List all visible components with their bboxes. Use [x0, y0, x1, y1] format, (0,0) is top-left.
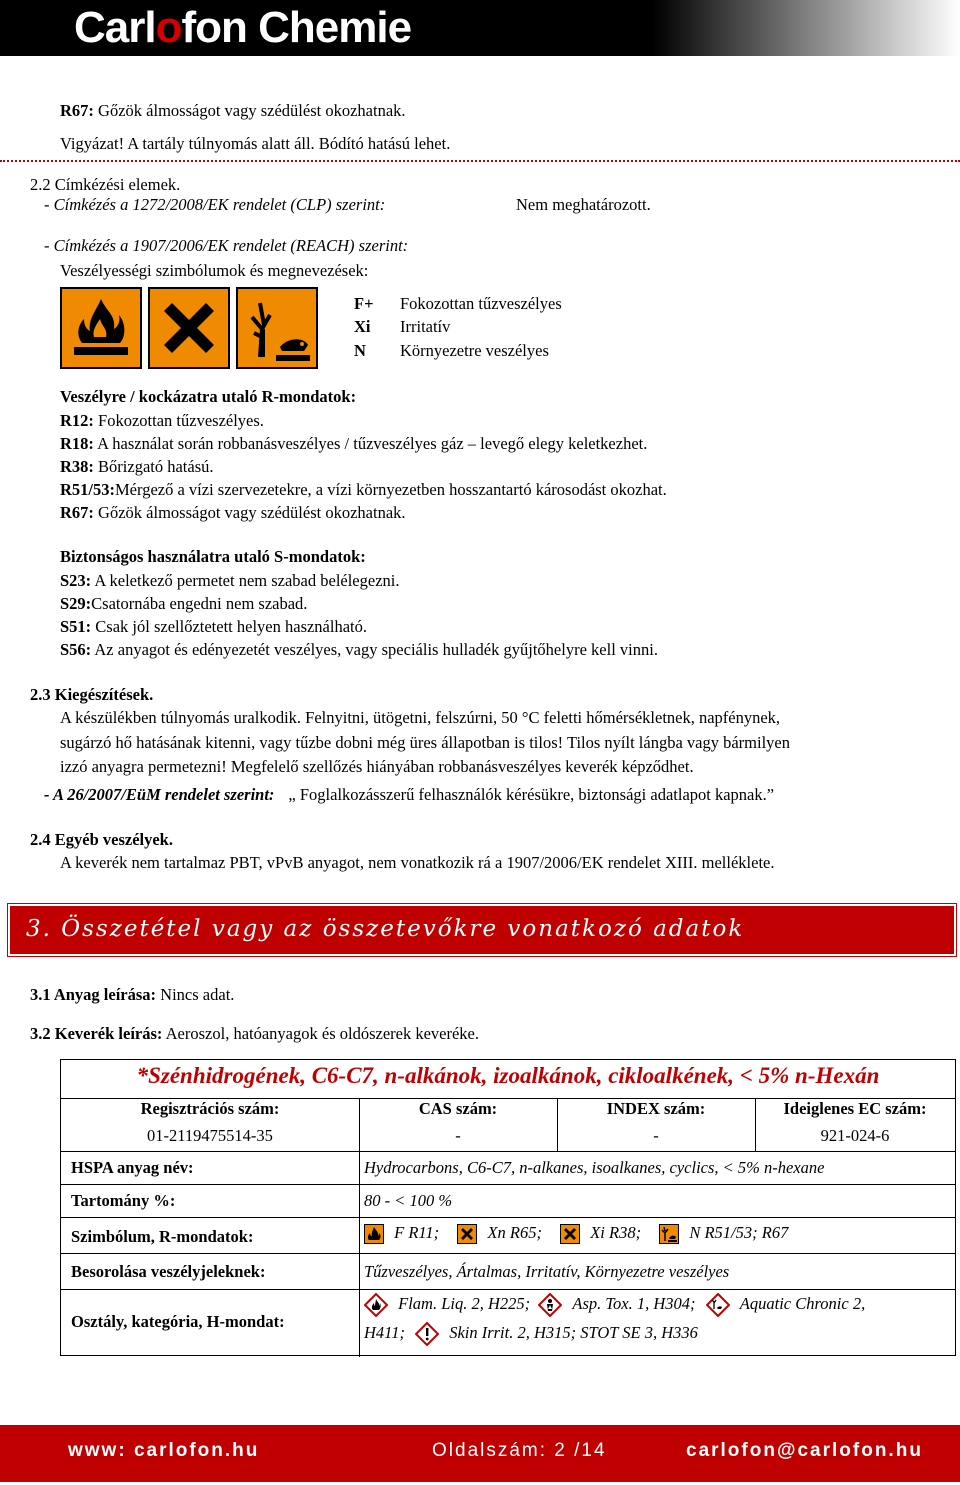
- r-phrase: R38: Bőrizgató hatású.: [60, 457, 214, 476]
- heading-2-3: 2.3 Kiegészítések.: [30, 685, 154, 704]
- flammable-mini-icon: [364, 1224, 384, 1244]
- range-value: 80 - < 100 %: [364, 1191, 453, 1210]
- section-3-bar: [8, 904, 956, 956]
- environment-mini-icon: [659, 1224, 679, 1244]
- supplement-line-1: A készülékben túlnyomás uralkodik. Felnyitni, ütögetni, felszúrni, 50 °C feletti hőmérsékletnek, napfénynek,: [60, 708, 781, 727]
- page-footer: [0, 1425, 960, 1482]
- code-xi-name: Irritatív: [400, 317, 451, 336]
- r-phrase: R12: Fokozottan tűzveszélyes.: [60, 411, 264, 430]
- h-values-line-1: Flam. Liq. 2, H225; Asp. Tox. 1, H304; Aquatic Chronic 2,: [364, 1293, 865, 1317]
- clp-label: - Címkézés a 1272/2008/EK rendelet (CLP) szerint:: [44, 195, 386, 214]
- environment-pictogram-icon: [236, 287, 318, 369]
- section-divider: [0, 160, 960, 162]
- clp-value: Nem meghatározott.: [516, 195, 651, 214]
- code-f-plus-name: Fokozottan tűzveszélyes: [400, 294, 562, 313]
- carlofon-logo: Carlofon Chemie: [74, 3, 412, 52]
- code-xi: Xi: [354, 317, 371, 336]
- symbol-label: Szimbólum, R-mondatok:: [71, 1227, 254, 1246]
- r67-line-top: R67: Gőzök álmosságot vagy szédülést okozhatnak.: [60, 101, 406, 120]
- code-n: N: [354, 341, 366, 360]
- footer-page-number: Oldalszám: 2 /14: [432, 1440, 607, 1461]
- cas-value: -: [455, 1126, 461, 1145]
- s-phrase: S56: Az anyagot és edényezetét veszélyes, vagy speciális hulladék gyűjtőhelyre kell vinni.: [60, 640, 658, 659]
- ec-value: 921-024-6: [820, 1126, 890, 1145]
- irritant-pictogram-icon: [148, 287, 230, 369]
- index-value: -: [653, 1126, 659, 1145]
- s-phrases-heading: Biztonságos használatra utaló S-mondatok:: [60, 547, 366, 566]
- range-label: Tartomány %:: [71, 1191, 176, 1210]
- supplement-line-2: sugárzó hő hatásának kitenni, vagy tűzbe dobni még üres állapotban is tilos! Tilos nyílt lángba vagy bármilyen: [60, 733, 790, 752]
- heading-2-2: 2.2 Címkézési elemek.: [30, 175, 181, 194]
- symbol-values: F R11; Xn R65; Xi R38; N R51/53; R67: [364, 1223, 788, 1244]
- symbols-label: Veszélyességi szimbólumok és megnevezések:: [60, 261, 369, 280]
- eum-line: - A 26/2007/EüM rendelet szerint: „ Foglalkozásszerű felhasználók kérésükre, biztonsági adatlapot kapnak.”: [44, 785, 775, 804]
- component-table: [60, 1059, 956, 1356]
- footer-website[interactable]: www: carlofon.hu: [68, 1440, 260, 1461]
- reg-label: Regisztrációs szám:: [140, 1099, 280, 1118]
- cas-label: CAS szám:: [418, 1099, 498, 1118]
- h-values-line-2: H411; Skin Irrit. 2, H315; STOT SE 3, H336: [364, 1322, 698, 1346]
- r-phrase: R18: A használat során robbanásveszélyes / tűzveszélyes gáz – levegő elegy keletkezhet.: [60, 434, 648, 453]
- mixture-description: 3.2 Keverék leírás: Aeroszol, hatóanyagok és oldószerek keveréke.: [30, 1024, 480, 1043]
- other-hazards-text: A keverék nem tartalmaz PBT, vPvB anyagot, nem vonatkozik rá a 1907/2006/EK rendelet XIII. melléklete.: [60, 853, 775, 872]
- hspa-label: HSPA anyag név:: [71, 1158, 194, 1177]
- ghs-environment-icon: [706, 1293, 730, 1317]
- class-label: Besorolása veszélyjeleknek:: [71, 1262, 266, 1281]
- ghs-flame-icon: [364, 1293, 388, 1317]
- irritant-mini-icon: [560, 1224, 580, 1244]
- r-phrases-heading: Veszélyre / kockázatra utaló R-mondatok:: [60, 387, 357, 406]
- supplement-line-3: izzó anyagra permetezni! Megfelelő szellőzés hiányában robbanásveszélyes keverék képződhet.: [60, 757, 694, 776]
- harmful-mini-icon: [457, 1224, 477, 1244]
- section-3-title: 3. Összetétel vagy az összetevőkre vonatkozó adatok: [26, 916, 745, 942]
- flammable-pictogram-icon: [60, 287, 142, 369]
- s-phrase: S23: A keletkező permetet nem szabad belélegezni.: [60, 571, 400, 590]
- h-label: Osztály, kategória, H-mondat:: [71, 1312, 285, 1331]
- code-n-name: Környezetre veszélyes: [400, 341, 549, 360]
- s-phrase: S51: Csak jól szellőztetett helyen használható.: [60, 617, 367, 636]
- footer-email[interactable]: carlofon@carlofon.hu: [686, 1440, 923, 1461]
- r-phrase: R51/53:Mérgező a vízi szervezetekre, a vízi környezetben hosszantartó károsodást okozhat.: [60, 480, 667, 499]
- index-label: INDEX szám:: [606, 1099, 706, 1118]
- r-phrase: R67: Gőzök álmosságot vagy szédülést okozhatnak.: [60, 503, 406, 522]
- code-f-plus: F+: [354, 294, 374, 313]
- ec-label: Ideiglenes EC szám:: [783, 1099, 927, 1118]
- pressure-warning: Vigyázat! A tartály túlnyomás alatt áll. Bódító hatású lehet.: [60, 134, 451, 153]
- heading-2-4: 2.4 Egyéb veszélyek.: [30, 830, 173, 849]
- ghs-exclamation-icon: [415, 1322, 439, 1346]
- s-phrase: S29:Csatornába engedni nem szabad.: [60, 594, 308, 613]
- class-value: Tűzveszélyes, Ártalmas, Irritatív, Környezetre veszélyes: [364, 1262, 730, 1281]
- page-header: [0, 0, 960, 56]
- component-title: *Szénhidrogének, C6-C7, n-alkánok, izoalkánok, cikloalkének, < 5% n-Hexán: [136, 1063, 880, 1088]
- reach-label: - Címkézés a 1907/2006/EK rendelet (REACH) szerint:: [44, 236, 409, 255]
- hspa-value: Hydrocarbons, C6-C7, n-alkanes, isoalkanes, cyclics, < 5% n-hexane: [364, 1158, 825, 1177]
- reg-value: 01-2119475514-35: [147, 1126, 273, 1145]
- substance-description: 3.1 Anyag leírása: Nincs adat.: [30, 985, 235, 1004]
- ghs-health-hazard-icon: [538, 1293, 562, 1317]
